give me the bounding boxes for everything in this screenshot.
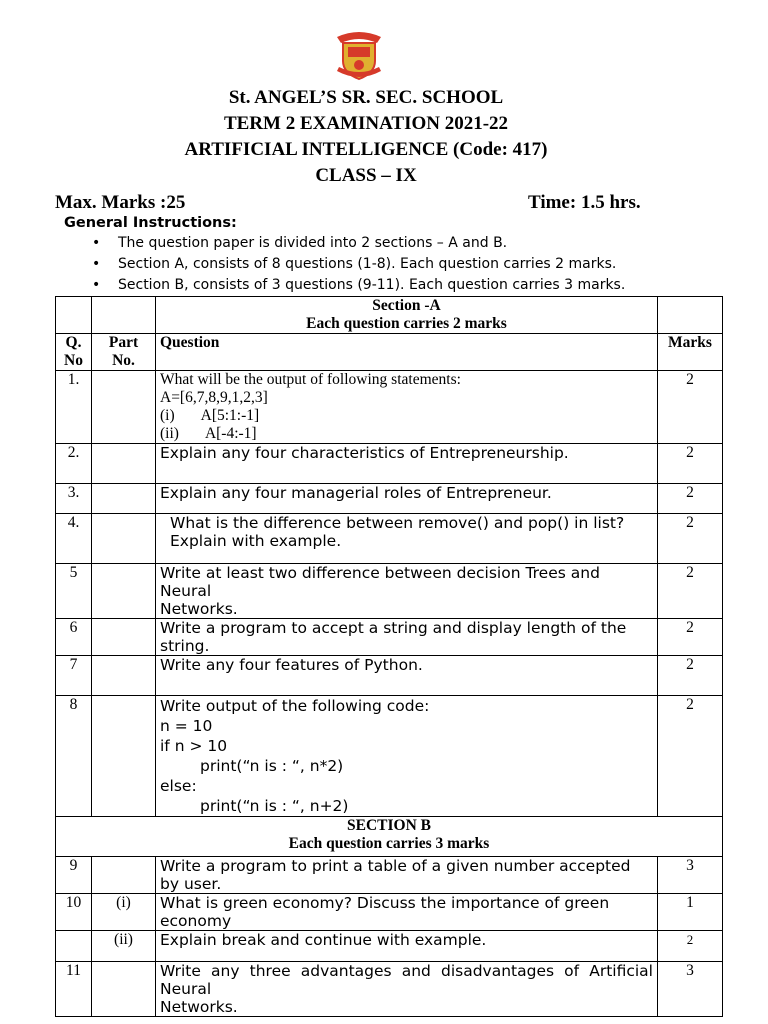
table-row: 6 Write a program to accept a string and display length of the string. 2 bbox=[56, 619, 723, 656]
class-title: CLASS – IX bbox=[315, 165, 417, 186]
section-a-header bbox=[56, 297, 723, 334]
table-row: 2. Explain any four characteristics of Entrepreneurship. 2 bbox=[56, 444, 723, 484]
subject-title: ARTIFICIAL INTELLIGENCE (Code: 417) bbox=[184, 139, 548, 160]
school-name: St. ANGEL’S SR. SEC. SCHOOL bbox=[228, 87, 504, 108]
instruction-item: • Section B, consists of 3 questions (9-11). Each question carries 3 marks. bbox=[92, 275, 625, 296]
exam-title: TERM 2 EXAMINATION 2021-22 bbox=[223, 113, 509, 134]
table-row: 5 Write at least two difference between decision Trees and Neural Networks. 2 bbox=[56, 564, 723, 619]
table-row: 11 Write any three advantages and disadvantages of Artificial Neural Networks. 3 bbox=[56, 962, 723, 1017]
bullet-icon: • bbox=[92, 235, 101, 251]
table-row: 3. Explain any four managerial roles of Entrepreneur. 2 bbox=[56, 484, 723, 514]
section-a-subtitle: Each question carries 2 marks bbox=[306, 315, 507, 332]
col-qno: Q. No bbox=[56, 334, 92, 371]
column-header-row bbox=[56, 334, 723, 371]
instructions-title: General Instructions: bbox=[64, 215, 237, 231]
table-row: 7 Write any four features of Python. 2 bbox=[56, 656, 723, 696]
instruction-item: • Section A, consists of 8 questions (1-8). Each question carries 2 marks. bbox=[92, 254, 625, 275]
question-table bbox=[55, 296, 723, 1017]
section-a-title: Section -A bbox=[372, 297, 441, 314]
table-row: 9 Write a program to print a table of a given number accepted by user. 3 bbox=[56, 857, 723, 894]
section-b-title: SECTION B bbox=[347, 817, 431, 834]
max-marks: Max. Marks :25 bbox=[55, 192, 186, 213]
instructions-list bbox=[92, 233, 625, 296]
bullet-icon: • bbox=[92, 256, 101, 272]
table-row: 8 Write output of the following code: n = 10 if n > 10 print(“n is : “, n*2) else: print(“n is : “, n+2) 2 bbox=[56, 696, 723, 817]
table-row: (ii) Explain break and continue with example. 2 bbox=[56, 931, 723, 962]
section-b-subtitle: Each question carries 3 marks bbox=[288, 835, 490, 852]
table-row: 4. What is the difference between remove() and pop() in list? Explain with example. 2 bbox=[56, 514, 723, 564]
col-part: Part No. bbox=[92, 334, 156, 371]
table-row: 10 (i) What is green economy? Discuss the importance of green economy 1 bbox=[56, 894, 723, 931]
time-allowed: Time: 1.5 hrs. bbox=[528, 192, 641, 213]
col-marks: Marks bbox=[658, 334, 723, 371]
instruction-item: • The question paper is divided into 2 sections – A and B. bbox=[92, 233, 625, 254]
bullet-icon: • bbox=[92, 277, 101, 293]
col-question: Question bbox=[156, 334, 658, 371]
table-row: 1. What will be the output of following statements: A=[6,7,8,9,1,2,3] (i) A[5:1:-1] (ii) A[-4:-1] 2 bbox=[56, 371, 723, 444]
section-b-header bbox=[56, 817, 723, 857]
school-logo-icon bbox=[331, 27, 387, 83]
